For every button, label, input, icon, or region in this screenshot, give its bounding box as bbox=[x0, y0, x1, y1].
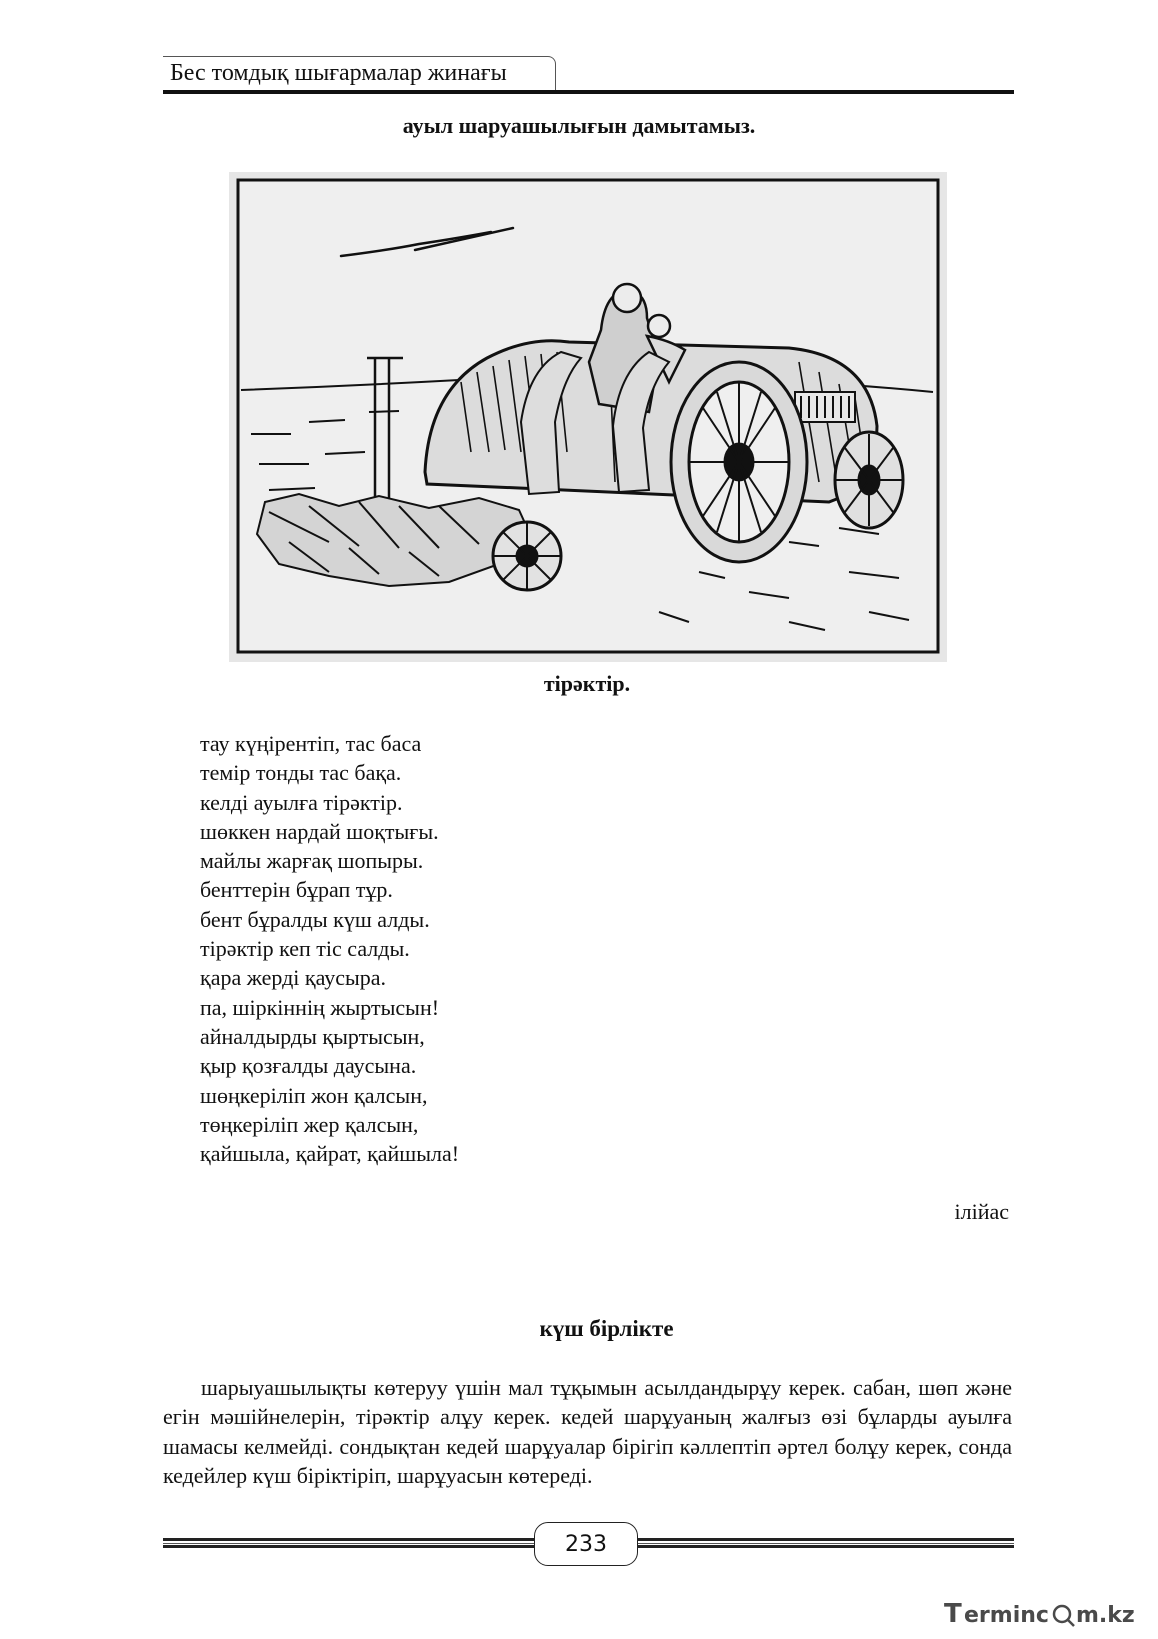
watermark-logo bbox=[940, 1592, 1140, 1632]
article-title: күш бірлікте bbox=[539, 1316, 674, 1341]
poem-line: па, шіркіннің жыртысын! bbox=[200, 994, 440, 1020]
poem-line: бент бұралды күш алды. bbox=[200, 906, 430, 932]
poem-line: шөңкеріліп жон қалсын, bbox=[200, 1082, 428, 1108]
poem-line: бенттерін бұрап тұр. bbox=[200, 877, 393, 903]
poem-author: ілійас bbox=[954, 1199, 1009, 1224]
tractor-plough-icon bbox=[229, 172, 947, 662]
svg-text:T: T bbox=[944, 1599, 962, 1629]
illustration-caption: тірәктір. bbox=[543, 671, 631, 696]
poem-block bbox=[200, 729, 760, 1168]
poem-line: тірәктір кеп тіс салды. bbox=[200, 936, 410, 962]
poem-line: айналдырды қыртысын, bbox=[200, 1023, 425, 1049]
svg-text:m.kz: m.kz bbox=[1076, 1603, 1135, 1628]
poem-line: темір тонды тас бақа. bbox=[200, 760, 402, 786]
poem-line: тау күңірентіп, тас баса bbox=[200, 731, 422, 756]
running-header-title: Бес томдық шығармалар жинағы bbox=[170, 60, 507, 86]
poem-line: шөккен нардай шоқтығы. bbox=[200, 818, 439, 844]
article-body bbox=[163, 1373, 1012, 1490]
poem-line: қара жерді қаусыра. bbox=[200, 965, 387, 991]
continued-line: ауыл шаруашылығын дамытамыз. bbox=[402, 113, 756, 138]
header-rule bbox=[163, 90, 1014, 94]
tractor-illustration bbox=[229, 172, 947, 662]
poem-line: қыр қозғалды даусына. bbox=[200, 1053, 417, 1079]
poem-line: майлы жарғақ шопыры. bbox=[200, 848, 424, 874]
svg-text:erminc: erminc bbox=[964, 1603, 1049, 1628]
termincom-logo-icon bbox=[940, 1592, 1140, 1632]
page-number: 233 bbox=[534, 1522, 638, 1566]
article-paragraph: шарыуашылықты көтеруу үшін мал тұқымын асылдандырұу керек. сабан, шөп және егін мәшійнелерін, тірәктір алұу керек. кедей шарұуаның жалғыз өзі бұларды ауылға шамасы келмейді. сондықтан кедей шарұуалар бірігіп кәллептіп әртел болұу керек, сонда кедейлер күш біріктіріп, шарұуасын көтереді. bbox=[163, 1375, 1012, 1488]
poem-line: қайшыла, қайрат, қайшыла! bbox=[200, 1141, 460, 1167]
poem-line: келді ауылға тірәктір. bbox=[200, 789, 403, 815]
poem-line: төңкеріліп жер қалсын, bbox=[200, 1111, 419, 1137]
